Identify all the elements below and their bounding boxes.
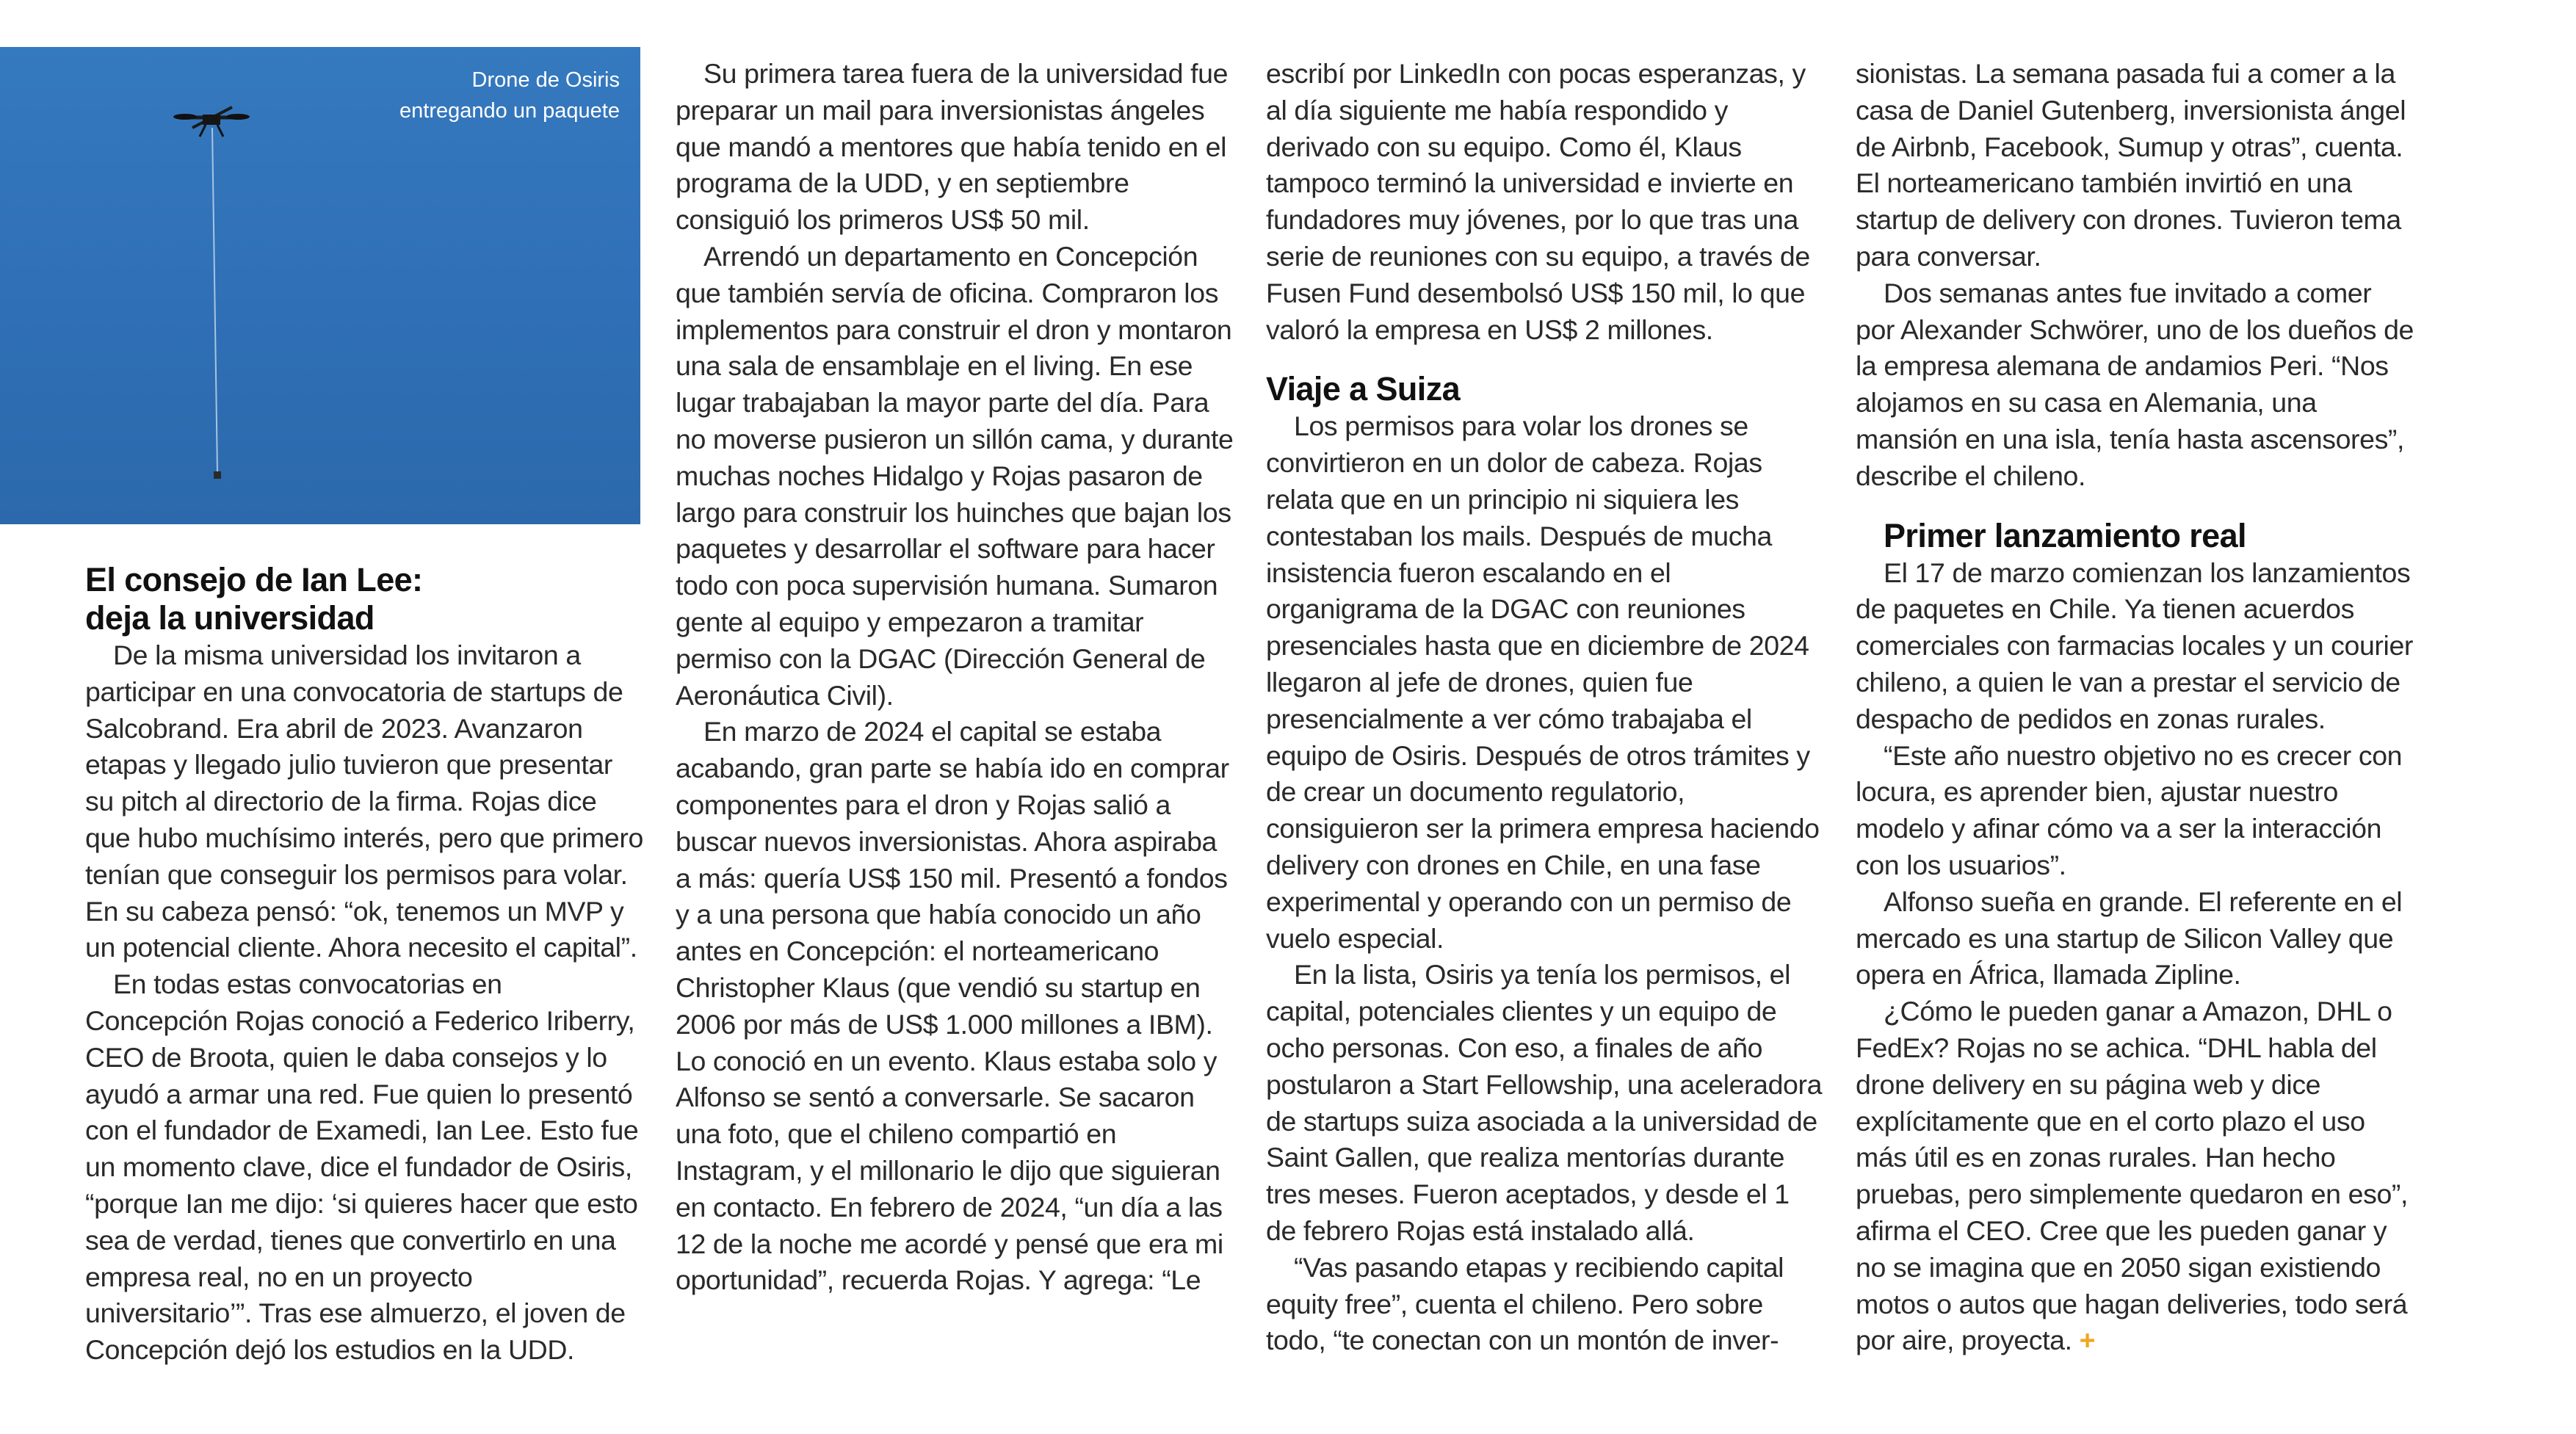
article-column-4: [1856, 56, 2414, 1359]
paragraph: “Este año nuestro objetivo no es crecer con locura, es aprender bien, ajustar nuestro modelo y afinar cómo va a ser la interacción con los usuarios”.: [1856, 739, 2403, 880]
paragraph: escribí por LinkedIn con pocas esperanzas, y al día siguiente me había respondido y derivado con su equipo. Como él, Klaus tampoco terminó la universidad e invierte en fundadores muy jóvenes, por lo que tras una serie de reuniones con su equipo, a través de Fusen Fund desembolsó US$ 150 mil, lo que valoró la empresa en US$ 2 millones.: [1266, 58, 1810, 345]
paragraph: Arrendó un departamento en Concepción que también servía de oficina. Compraron los implementos para construir el dron y montaron una sala de ensamblaje en el living. En ese lugar trabajaban la mayor parte del día. Para no moverse pusieron un sillón cama, y durante muchas noches Hidalgo y Rojas pasaron de largo para construir los huinches que bajan los paquetes y desarrollar el software para hacer todo con poca supervisión humana. Sumaron gente al equipo y empezaron a tramitar permiso con la DGAC (Dirección General de Aeronáutica Civil).: [676, 240, 1234, 711]
paragraph: En marzo de 2024 el capital se estaba acabando, gran parte se había ido en comprar componentes para el dron y Rojas salió a buscar nuevos inversionistas. Ahora aspiraba a más: quería US$ 150 mil. Presentó a fondos y a una persona que había conocido un año antes en Concepción: el norteamericano Christopher Klaus (que vendió su startup en 2006 por más de US$ 1.000 millones a IBM). Lo conoció en un evento. Klaus estaba solo y Alfonso se sentó a conversarle. Se sacaron una foto, que el chileno compartió en Instagram, y el millonario le dijo que siguieran en contacto. En febrero de 2024, “un día a las 12 de la noche me acordé y pensé que era mi oportunidad”, recuerda Rojas. Y agrega: “Le: [676, 716, 1229, 1296]
paragraph-text: El 17 de marzo comienzan los lanzamientos de paquetes en Chile. Ya tienen acuerdos comerciales con farmacias locales y un courier chileno, a quien le van a prestar el servicio de despacho de pedidos en zonas rurales.: [1856, 557, 2413, 734]
section-heading: [85, 561, 643, 637]
caption-line: entregando un paquete: [399, 99, 620, 123]
paragraph: Dos semanas antes fue invitado a comer por Alexander Schwörer, uno de los dueños de la empresa alemana de andamios Peri. “Nos alojamos en su casa en Alemania, una mansión en una isla, tenía hasta ascensores”, describe el chileno.: [1856, 277, 2414, 491]
article-column-1: [85, 561, 643, 1369]
paragraph: Alfonso sueña en grande. El referente en el mercado es una startup de Silicon Valley que opera en África, llamada Zipline.: [1856, 886, 2403, 991]
article-column-2: [676, 56, 1234, 1299]
paragraph: En la lista, Osiris ya tenía los permisos, el capital, potenciales clientes y un equipo de ocho personas. Con eso, a finales de año postularon a Start Fellowship, una aceleradora de startups suiza asociada a la universidad de Saint Gallen, que realiza mentorías durante tres meses. Fueron aceptados, y desde el 1 de febrero Rojas está instalado allá.: [1266, 959, 1823, 1246]
paragraph: De la misma universidad los invitaron a participar en una convocatoria de startups de Salcobrand. Era abril de 2023. Avanzaron etapas y llegado julio tuvieron que presentar su pitch al directorio de la firma. Rojas dice que hubo muchísimo interés, pero que primero tenían que conseguir los permisos para volar. En su cabeza pensó: “ok, tenemos un MVP y un potencial cliente. Ahora necesito el capital”.: [85, 640, 643, 963]
paragraph: “Vas pasando etapas y recibiendo capital equity free”, cuenta el chileno. Pero sobre todo, “te conectan con un montón de inver-: [1266, 1251, 1784, 1356]
drone-photo: [0, 47, 640, 524]
section-heading: Primer lanzamiento real: [1884, 516, 2246, 554]
end-of-article-mark: +: [2079, 1325, 2096, 1356]
photo-caption: [399, 65, 620, 126]
paragraph-text: ¿Cómo le pueden ganar a Amazon, DHL o FedEx? Rojas no se achica. “DHL habla del drone delivery en su página web y dice explícitamente que en el corto plazo el uso más útil es en zonas rurales. Han hecho pruebas, pero simplemente quedaron en eso”, afirma el CEO. Cree que les pueden ganar y no se imagina que en 2050 sigan existiendo motos o autos que hagan deliveries, todo será por aire, proyecta.: [1856, 996, 2409, 1356]
section-heading: Viaje a Suiza: [1266, 370, 1461, 408]
paragraph: Los permisos para volar los drones se convirtieron en un dolor de cabeza. Rojas relata que en un principio ni siquiera les contestaban los mails. Después de mucha insistencia fueron escalando en el organigrama de la DGAC con reuniones presenciales hasta que en diciembre de 2024 llegaron al jefe de drones, quien fue presencialmente a ver cómo trabajaba el equipo de Osiris. Después de otros trámites y de crear un documento regulatorio, consiguieron ser la primera empresa haciendo delivery con drones en Chile, en una fase experimental y operando con un permiso de vuelo especial.: [1266, 410, 1820, 954]
heading-line: El consejo de Ian Lee:: [85, 561, 423, 598]
caption-line: Drone de Osiris: [471, 68, 620, 92]
paragraph: [1856, 555, 2414, 738]
paragraph: En todas estas convocatorias en Concepción Rojas conoció a Federico Iriberry, CEO de Broota, quien le daba consejos y lo ayudó a armar una red. Fue quien lo presentó con el fundador de Examedi, Ian Lee. Esto fue un momento clave, dice el fundador de Osiris, “porque Ian me dijo: ‘si quieres hacer que esto sea de verdad, tienes que convertirlo en una empresa real, no en un proyecto universitario’”. Tras ese almuerzo, el joven de Concepción dejó los estudios en la UDD.: [85, 968, 639, 1366]
paragraph: [1856, 993, 2414, 1359]
article-column-3: [1266, 56, 1824, 1359]
heading-line: deja la universidad: [85, 599, 375, 637]
paragraph: sionistas. La semana pasada fui a comer a la casa de Daniel Gutenberg, inversionista ángel de Airbnb, Facebook, Sumup y otras”, cuenta. El norteamericano también invirtió en una startup de delivery con drones. Tuvieron tema para conversar.: [1856, 58, 2406, 272]
paragraph: Su primera tarea fuera de la universidad fue preparar un mail para inversionistas ángeles que mandó a mentores que había tenido en el programa de la UDD, y en septiembre consiguió los primeros US$ 50 mil.: [676, 58, 1229, 236]
